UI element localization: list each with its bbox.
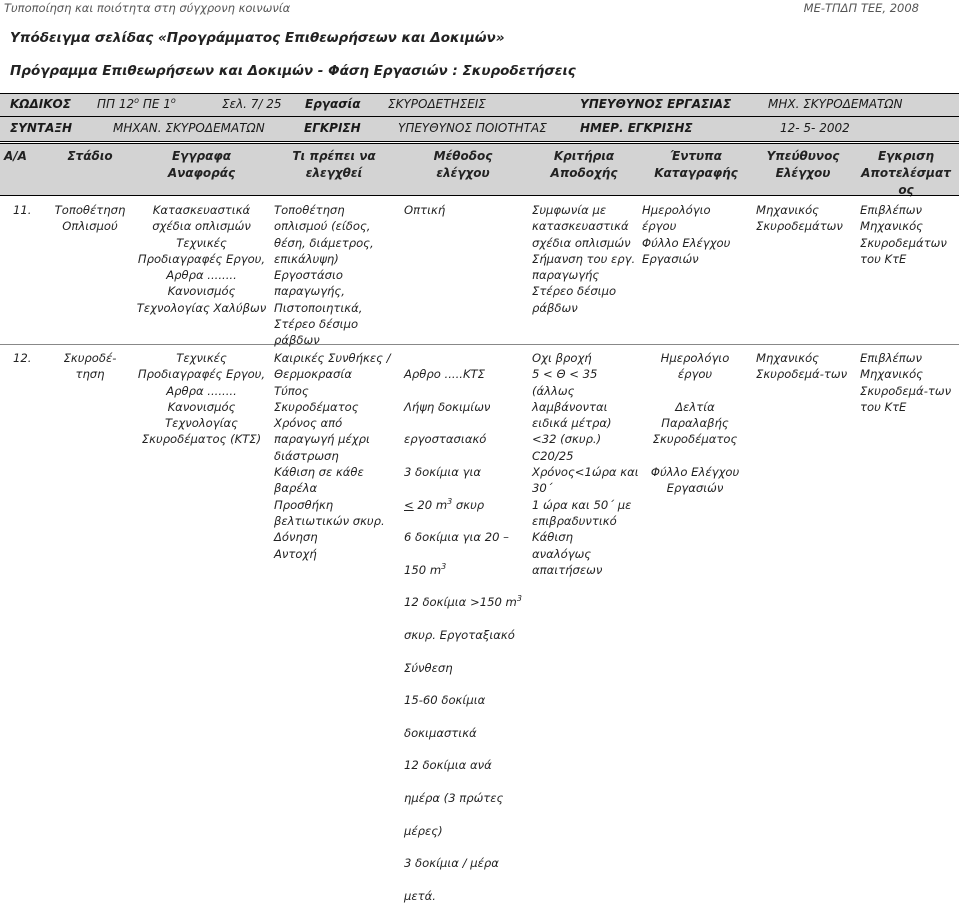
row-responsible: Μηχανικός Σκυροδεμά-των [756, 351, 848, 382]
method-line: 15-60 δοκίμια [404, 693, 486, 708]
row-stage: Τοποθέτηση Οπλισμού [54, 203, 126, 234]
header-right-text: ΜΕ-ΤΠΔΠ ΤΕΕ, 2008 [803, 1, 919, 15]
row-approval: Επιβλέπων Μηχανικός Σκυροδεμάτων του ΚτΕ [860, 203, 947, 266]
method-line: < 20 $m^3$ σκυρ [404, 496, 485, 512]
row-approval: Επιβλέπων Μηχανικός Σκυροδεμά-των του ΚτΕ [860, 351, 952, 414]
row-docs: Τεχνικές Προδιαγραφές Εργου, Αρθρα ........ Κανονισμός Τεχνολογίας Σκυροδέματος (ΚΤΣ) [137, 351, 266, 447]
method-line: 12 δοκίμια ανά [404, 758, 492, 773]
col-header-aa: Α/Α [4, 149, 27, 163]
row-check: Καιρικές Συνθήκες / Θερμοκρασία Τύπος Σκυροδέματος Χρόνος από παραγωγή μέχρι διάστρωση Κάθιση σε κάθε βαρέλα Προσθήκη βελτιωτικών σκυρ. Δόνηση Αντοχή [274, 351, 391, 561]
row-check: Τοποθέτηση οπλισμού (είδος, θέση, διάμετρος, επικάλυψη) Εργοστάσιο παραγωγής, Πιστοποιητικά, Στέρεο δέσιμο ράβδων [274, 203, 374, 348]
col-header-criteria: Κριτήρια Αποδοχής [550, 149, 618, 180]
col-header-method: Μέθοδος ελέγχου [433, 149, 493, 180]
task-label: Εργασία [305, 97, 361, 111]
method-line: σκυρ. Εργοταξιακό [404, 628, 515, 643]
table-header [0, 143, 959, 195]
method-line: 3 δοκίμια για [404, 465, 482, 480]
row-forms: Ημερολόγιο έργου Φύλλο Ελέγχου Εργασιών [642, 203, 731, 266]
row-responsible: Μηχανικός Σκυροδεμάτων [756, 203, 843, 234]
col-header-check: Τι πρέπει να ελεγχθεί [292, 149, 376, 180]
row-aa: 11. [13, 203, 32, 217]
approval-date-label: ΗΜΕΡ. ΕΓΚΡΙΣΗΣ [580, 121, 693, 135]
responsible-value: ΜΗΧ. ΣΚΥΡΟΔΕΜΑΤΩΝ [768, 97, 903, 111]
method-line: μετά. [404, 888, 436, 903]
col-header-responsible: Υπεύθυνος Ελέγχου [766, 149, 840, 180]
col-header-forms: Έντυπα Καταγραφής [654, 149, 738, 180]
row-forms: Ημερολόγιο έργου Δελτία Παραλαβής Σκυροδέματος Φύλλο Ελέγχου Εργασιών [650, 351, 740, 496]
code-value: ΠΠ $12^o$ ΠΕ $1^o$ [97, 96, 176, 111]
col-header-docs: Εγγραφα Αναφοράς [167, 149, 236, 180]
method-line: δοκιμαστικά [404, 725, 477, 740]
info-row-code [0, 93, 959, 117]
header-left-text: Τυποποίηση και ποιότητα στη σύγχρονη κοινωνία [4, 1, 291, 15]
row-method [404, 350, 522, 920]
row-docs: Κατασκευαστικά σχέδια οπλισμών Τεχνικές Προδιαγραφές Εργου, Αρθρα ........ Κανονισμός Τεχνολογίας Χαλύβων [136, 203, 267, 315]
col-header-stage: Στάδιο [67, 149, 113, 163]
author-value: ΜΗΧΑΝ. ΣΚΥΡΟΔΕΜΑΤΩΝ [113, 121, 265, 135]
code-label: ΚΩΔΙΚΟΣ [10, 97, 71, 111]
row-divider [0, 344, 959, 345]
page-number: Σελ. 7/ 25 [222, 97, 282, 111]
method-line: μέρες) [404, 823, 443, 838]
method-line: ημέρα (3 πρώτες [404, 791, 504, 806]
row-aa: 12. [13, 351, 32, 365]
col-header-approval: Εγκριση Αποτελέσματ ος [861, 149, 951, 197]
header-divider [0, 195, 959, 196]
approval-date-value: 12- 5- 2002 [780, 121, 850, 135]
approval-label: ΕΓΚΡΙΣΗ [304, 121, 361, 135]
method-line: Σύνθεση [404, 660, 453, 675]
author-label: ΣΥΝΤΑΞΗ [10, 121, 73, 135]
document-title: Υπόδειγμα σελίδας «Προγράμματος Επιθεωρήσεων και Δοκιμών» [10, 30, 505, 46]
task-value: ΣΚΥΡΟΔΕΤΗΣΕΙΣ [388, 97, 486, 111]
method-line: εργοστασιακό [404, 432, 487, 447]
row-criteria: Οχι βροχή 5 < Θ < 35 (άλλως λαμβάνονται ειδικά μέτρα) <32 (σκυρ.) C20/25 Χρόνος<1ώρα και 30΄ 1 ώρα και 50΄ με επιβραδυντικό Κάθιση αναλόγως απαιτήσεων [532, 351, 639, 577]
row-method: Οπτική [404, 203, 446, 217]
method-line: 3 δοκίμια / μέρα [404, 856, 499, 871]
approval-value: ΥΠΕΥΘΥΝΟΣ ΠΟΙΟΤΗΤΑΣ [398, 121, 547, 135]
row-stage: Σκυροδέ- τηση [63, 351, 117, 382]
method-line: Αρθρο .....ΚΤΣ [404, 367, 485, 382]
responsible-label: ΥΠΕΥΘΥΝΟΣ ΕΡΓΑΣΙΑΣ [580, 97, 732, 111]
method-line: 6 δοκίμια για 20 – [404, 530, 509, 545]
method-line: 150 $m^3$ [404, 562, 447, 577]
info-row-author [0, 116, 959, 142]
row-criteria: Συμφωνία με κατασκευαστικά σχέδια οπλισμών Σήμανση του εργ. παραγωγής Στέρεο δέσιμο ράβδων [532, 203, 636, 315]
method-line: 12 δοκίμια >150 $m^3$ [404, 594, 522, 610]
document-subtitle: Πρόγραμμα Επιθεωρήσεων και Δοκιμών - Φάση Εργασιών : Σκυροδετήσεις [10, 63, 576, 79]
method-line: Λήψη δοκιμίων [404, 399, 491, 414]
